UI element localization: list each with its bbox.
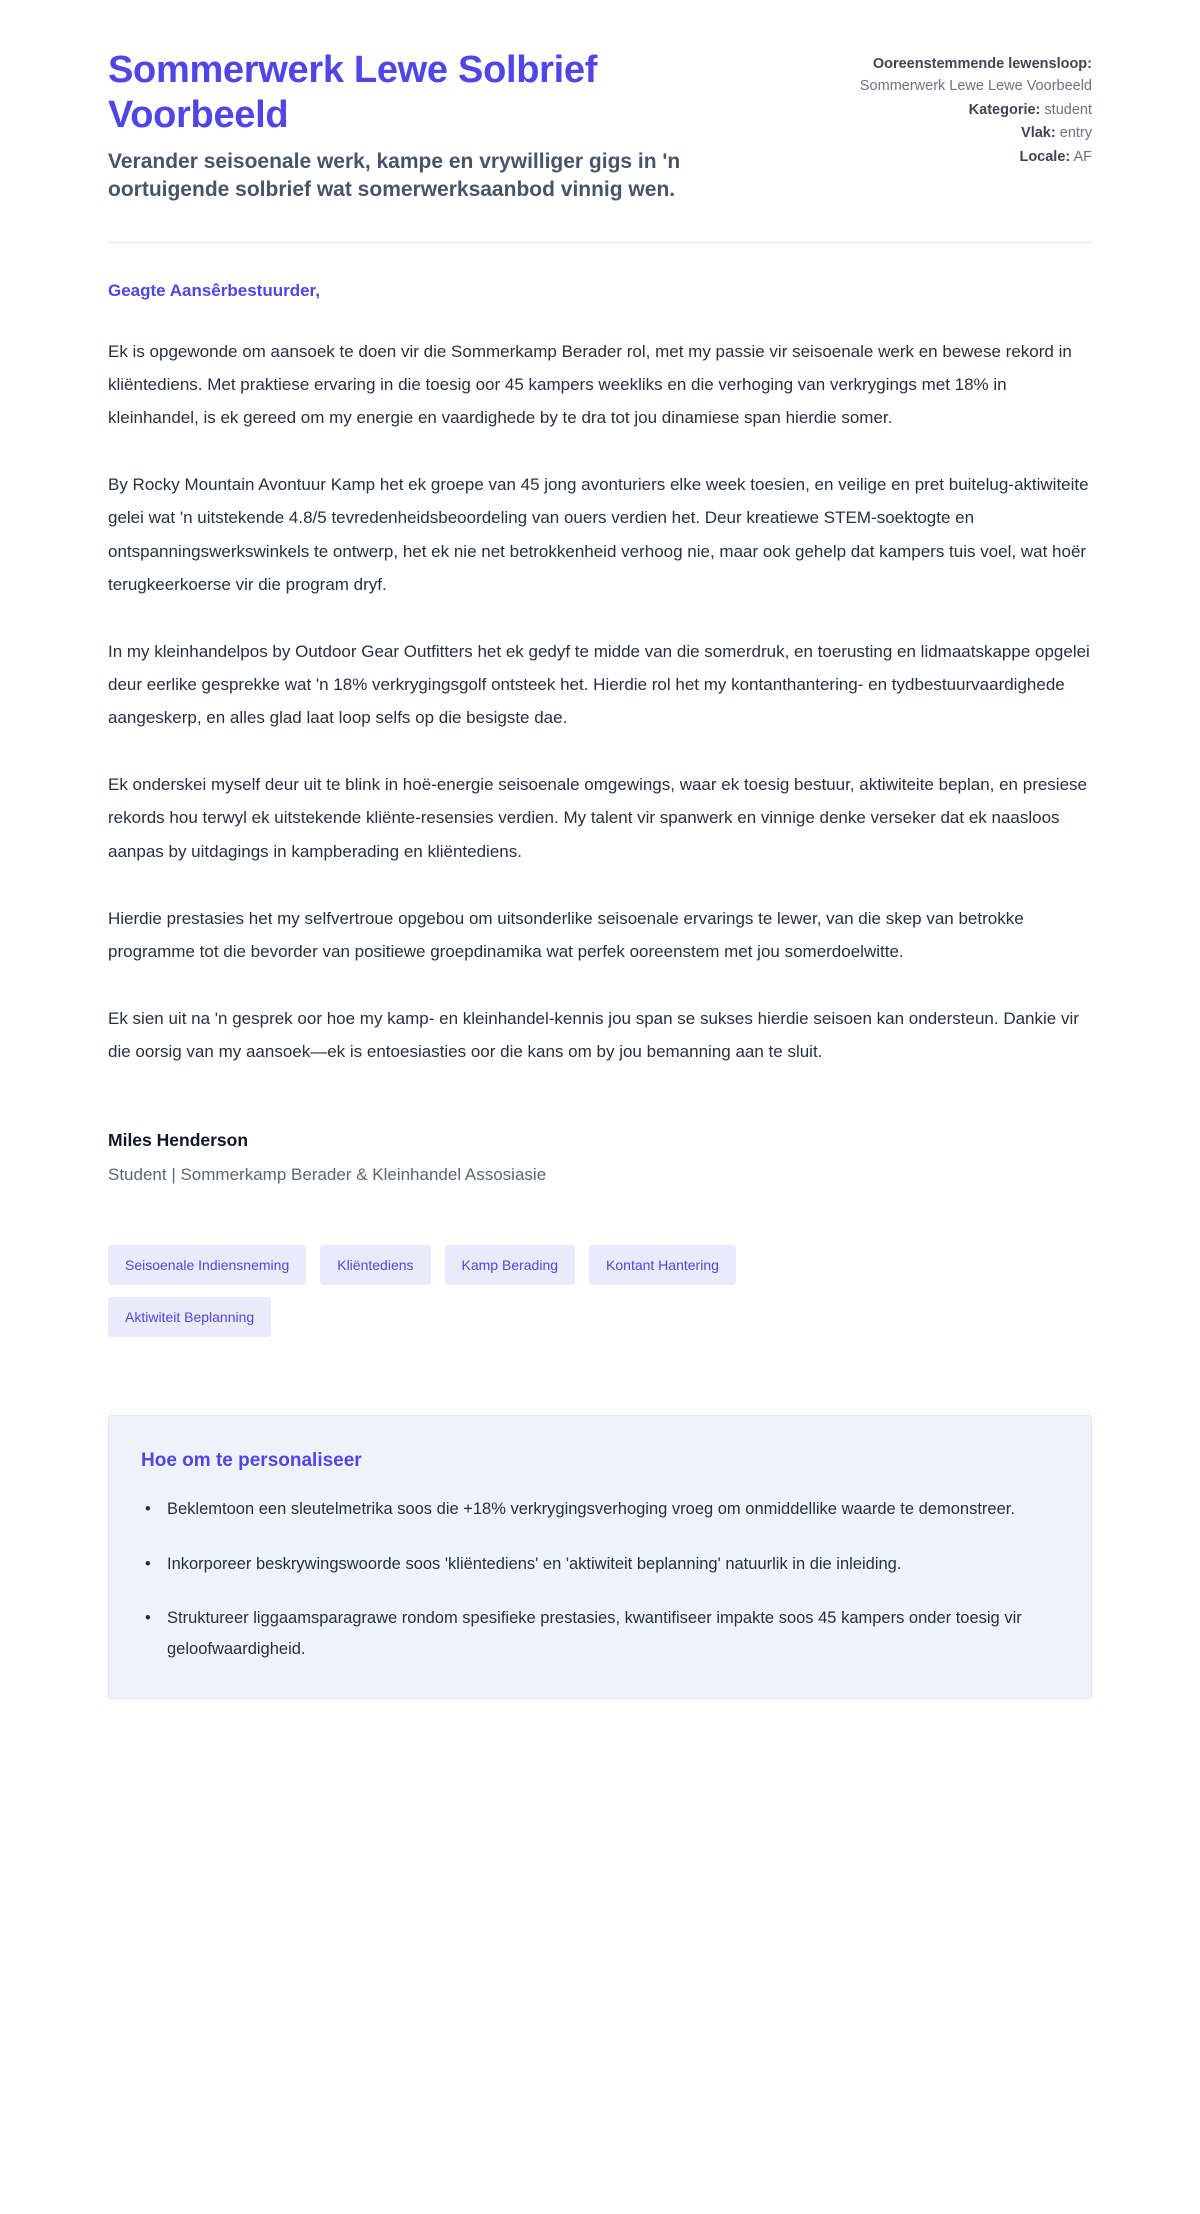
document-metadata	[792, 48, 1092, 171]
metadata-label: Ooreenstemmende lewensloop:	[872, 56, 1092, 72]
letter-paragraph: In my kleinhandelpos by Outdoor Gear Outfitters het ek gedyf te midde van die somerdruk, en toerusting en lidmaatskappe opgelei deur eerlike gesprekke wat 'n 18% verkrygingsgolf ontsteek het. Hierdie rol het my kontanthantering- en tydbestuurvaardighede aangeskerp, en alles glad laat loop selfs op die besigste dae.	[108, 641, 1090, 728]
tips-list	[141, 1494, 1055, 1664]
metadata-label: Vlak:	[1021, 125, 1056, 142]
bullet-icon: •	[145, 1554, 151, 1573]
list-item-text: Inkorporeer beskrywingswoorde soos 'kliëntediens' en 'aktiwiteit beplanning' natuurlik in die inleiding.	[167, 1554, 902, 1573]
tag-list	[108, 1245, 908, 1337]
letter-paragraph: Hierdie prestasies het my selfvertroue opgebou om uitsonderlike seisoenale ervarings te lewer, van die skep van betrokke programme tot die bevorder van positiewe groepdinamika wat perfek ooreenstem met jou somerdoelwitte.	[108, 908, 1024, 961]
tag-chip[interactable]: Kliëntediens	[320, 1245, 430, 1285]
cover-letter-body	[108, 243, 1092, 1185]
tag-chip[interactable]: Aktiwiteit Beplanning	[108, 1297, 271, 1337]
tag-chip[interactable]: Kontant Hantering	[589, 1245, 736, 1285]
metadata-row-matching-resume	[792, 54, 1092, 98]
metadata-label: Kategorie:	[968, 101, 1041, 118]
signature-name: Miles Henderson	[108, 1130, 249, 1151]
letter-paragraph: By Rocky Mountain Avontuur Kamp het ek groepe van 45 jong avonturiers elke week toesien, en veilige en pret buitelug-aktiwiteite gelei wat 'n uitstekende 4.8/5 tevredenheidsbeoordeling van ouers verdien het. Deur kreatiewe STEM-soektogte en ontspanningswerkswinkels te ontwerp, het ek nie net betrokkenheid verhoog nie, maar ook gehelp dat kampers tuis voel, wat hoër terugkeerkoerse vir die program dryf.	[108, 475, 1089, 594]
tag-chip[interactable]: Seisoenale Indiensneming	[108, 1245, 306, 1285]
list-item	[141, 1603, 1055, 1664]
tips-heading: Hoe om te personaliseer	[141, 1450, 362, 1472]
document-header	[108, 48, 1092, 204]
signature-role: Student | Sommerkamp Berader & Kleinhandel Assosiasie	[108, 1165, 547, 1185]
letter-paragraph: Ek onderskei myself deur uit te blink in hoë-energie seisoenale omgewings, waar ek toesig bestuur, aktiwiteite beplan, en presiese rekords hou terwyl ek uitstekende kliënte-resensies verdien. My talent vir spanwerk en vinnige denke verseker dat ek naasloos aanpas by uitdagings in kampberading en kliëntediens.	[108, 775, 1087, 861]
list-item-text: Struktureer liggaamsparagrawe rondom spesifieke prestasies, kwantifiseer impakte soos 45 kampers onder toesig vir geloofwaardigheid.	[167, 1609, 1022, 1658]
bullet-icon: •	[145, 1500, 151, 1519]
metadata-value: student	[1044, 101, 1092, 118]
metadata-value: entry	[1059, 125, 1092, 142]
bullet-icon: •	[145, 1609, 151, 1628]
metadata-row-category	[792, 100, 1092, 122]
signature-block	[108, 1130, 1092, 1185]
page-title: Sommerwerk Lewe Solbrief Voorbeeld	[108, 49, 598, 136]
personalization-tips-panel	[108, 1415, 1092, 1699]
list-item-text: Beklemtoon een sleutelmetrika soos die +18% verkrygingsverhoging vroeg om onmiddellike waarde te demonstreer.	[167, 1500, 1015, 1519]
list-item	[141, 1549, 1055, 1580]
list-item	[141, 1494, 1055, 1525]
metadata-value: Sommerwerk Lewe Lewe Voorbeeld	[859, 77, 1092, 94]
metadata-row-level	[792, 123, 1092, 145]
letter-paragraph: Ek is opgewonde om aansoek te doen vir die Sommerkamp Berader rol, met my passie vir seisoenale werk en bewese rekord in kliëntediens. Met praktiese ervaring in die toesig oor 45 kampers weekliks en die verhoging van verkrygings met 18% in kleinhandel, is ek gereed om my energie en vaardighede by te dra tot jou dinamiese span hierdie somer.	[108, 341, 1072, 428]
metadata-row-locale	[792, 147, 1092, 169]
metadata-value: AF	[1073, 149, 1092, 165]
metadata-label: Locale:	[1019, 149, 1071, 165]
tag-chip[interactable]: Kamp Berading	[445, 1245, 576, 1285]
letter-paragraph: Ek sien uit na 'n gesprek oor hoe my kamp- en kleinhandel-kennis jou span se sukses hierdie seisoen kan ondersteun. Dankie vir die oorsig van my aansoek—ek is entoesiasties oor die kans om by jou bemanning aan te sluit.	[108, 1009, 1079, 1062]
letter-salutation: Geagte Aansêrbestuurder,	[108, 280, 320, 300]
header-title-block	[108, 48, 752, 204]
page-subtitle: Verander seisoenale werk, kampe en vrywilliger gigs in 'n oortuigende solbrief wat somerwerksaanbod vinnig wen.	[108, 149, 681, 201]
